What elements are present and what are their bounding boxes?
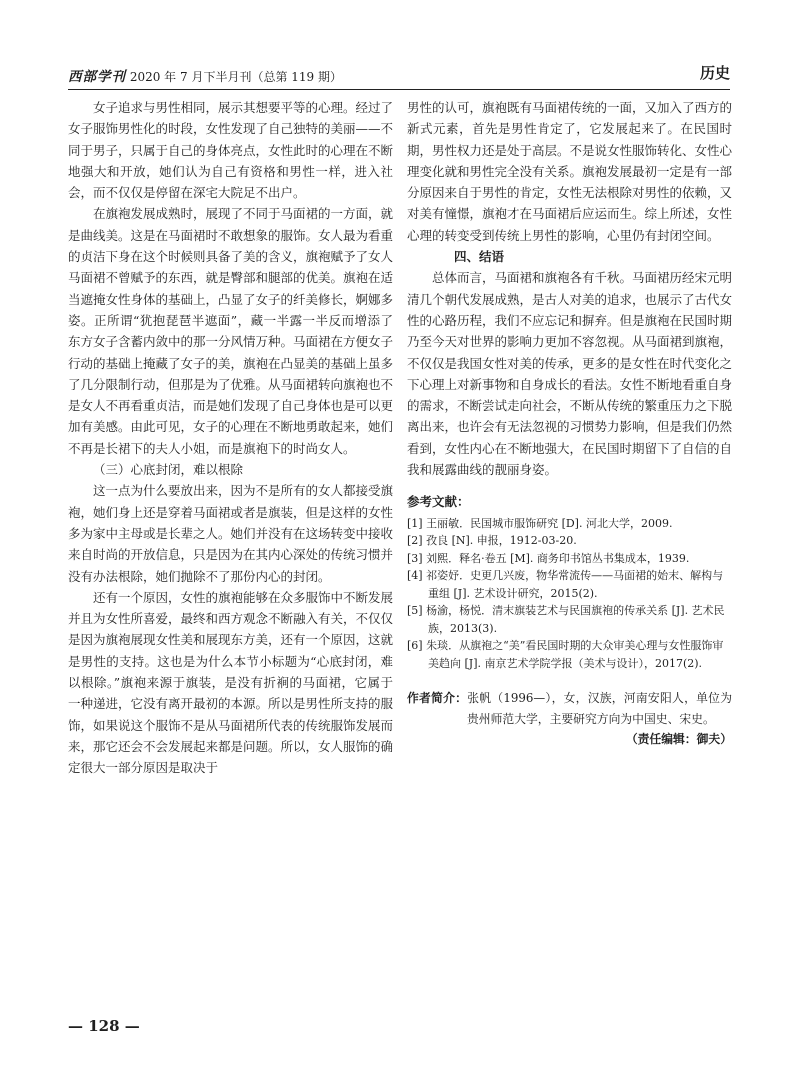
right-column (407, 97, 732, 748)
paragraph: 这一点为什么要放出来，因为不是所有的女人都接受旗袍，她们身上还是穿着马面裙或者是旗装，但是这样的女性多为家中主母或是长辈之人。她们并没有在这场转变中接收来自时尚的开放信息，只是因为在其内心深处的传统习惯并没有办法根除，她们抛除不了那份内心的封闭。 (68, 483, 394, 584)
references-title: 参考文献： (407, 494, 470, 510)
author-text: 张帆（1996—），女，汉族，河南安阳人，单位为贵州师范大学，主要研究方向为中国史、宋史。 (467, 691, 732, 727)
reference-item: [2] 孜良 [N]. 申报，1912-03-20. (407, 534, 577, 548)
journal-logo: 西部学刊 (68, 69, 126, 85)
reference-item: [6] 朱琰．从旗袍之“美”看民国时期的大众审美心理与女性服饰审美趋向 [J]. 南京艺术学院学报（美术与设计），2017(2). (407, 639, 724, 670)
paragraph: 男性的认可，旗袍既有马面裙传统的一面，又加入了西方的新式元素，首先是男性肯定了，它发展起来了。在民国时期，男性权力还是处于高层。不是说女性服饰转化、女性心理变化就和男性完全没有关系。旗袍发展最初一定是有一部分原因来自于男性的肯定，女性无法根除对男性的依赖，又对美有憧憬，旗袍才在马面裙后应运而生。综上所述，女性心理的转变受到传统上男性的影响，心里仍有封闭空间。 (407, 100, 733, 243)
reference-list (407, 515, 732, 673)
subsection-heading: （三）心底封闭，难以根除 (93, 462, 244, 478)
paragraph: 还有一个原因，女性的旗袍能够在众多服饰中不断发展并且为女性所喜爱，最终和西方观念不断融入有关，不仅仅是因为旗袍展现女性美和展现东方美，还有一个原因，这就是男性的支持。这也是为什么本节小标题为“心底封闭，难以根除。”旗袍来源于旗装，是没有折裥的马面裙，它属于一种递进，它没有离开最初的本源。所以是男性所支持的服饰，如果说这个服饰不是从马面裙所代表的传统服饰发展而来，那它还会不会发展起来都是问题。所以，女人服饰的确定很大一部分原因是取决于 (68, 589, 394, 776)
page-number: — 128 — (68, 1017, 140, 1035)
section-heading: 四、结语 (454, 249, 505, 265)
reference-item: [4] 祁姿妤．史更几兴废，物华常流传——马面裙的始末、解构与重组 [J]. 艺术设计研究，2015(2). (407, 569, 724, 600)
editor-credit: （责任编辑：御夫） (625, 732, 732, 747)
reference-item: [5] 杨渝，杨悦．清末旗装艺术与民国旗袍的传承关系 [J]. 艺术民族，2013(3). (407, 604, 725, 635)
reference-item: [3] 刘熙．释名·卷五 [M]. 商务印书馆丛书集成本，1939. (407, 551, 690, 565)
paragraph: 总体而言，马面裙和旗袍各有千秋。马面裙历经宋元明清几个朝代发展成熟，是古人对美的追求，也展示了古代女性的心路历程，我们不应忘记和摒弃。但是旗袍在民国时期乃至今天对世界的影响力更加不容忽视。从马面裙到旗袍，不仅仅是我国女性对美的传承，更多的是女性在时代变化之下心理上对新事物和自身成长的看法。女性不断地看重自身的需求，不断尝试走向社会，不断从传统的繁重压力之下脱离出来，也许会有无法忽视的习惯势力影响，但是我们仍然看到，女性内心在不断地强大，在民国时期留下了自信的自我和展露曲线的靓丽身姿。 (407, 270, 733, 478)
issue-info: 2020 年 7 月下半月刊（总第 119 期） (129, 70, 342, 84)
paragraph: 女子追求与男性相同，展示其想要平等的心理。经过了女子服饰男性化的时段，女性发现了自己独特的美丽——不同于男子，只属于自己的身体亮点，女性此时的心理在不断地强大和开放，她们认为自己有资格和男性一样，进入社会，而不仅仅是停留在深宅大院足不出户。 (68, 100, 394, 201)
section-label: 历史 (699, 64, 730, 82)
reference-item: [1] 王丽敏．民国城市服饰研究 [D]. 河北大学，2009. (407, 516, 673, 530)
left-column (68, 97, 393, 779)
paragraph: 在旗袍发展成熟时，展现了不同于马面裙的一方面，就是曲线美。这是在马面裙时不敢想象的服饰。女人最为看重的贞洁下身在这个时候则具备了美的含义，旗袍赋予了女人马面裙不曾赋予的东西，就是臀部和腿部的优美。旗袍在适当遮掩女性身体的基础上，凸显了女子的纤美修长，婀娜多姿。正所谓“犹抱琵琶半遮面”，藏一半露一半反而增添了东方女子含蓄内敛中的那一分风情万种。马面裙在方便女子行动的基础上掩藏了女子的美，旗袍在凸显美的基础上虽多了几分限制行动，但那是为了优雅。从马面裙转向旗袍也不是女人不再看重贞洁，而是她们发现了自己身体也是可以更加有美感。由此可见，女子的心理在不断地勇敢起来，她们不再是长裙下的夫人小姐，而是旗袍下的时尚女人。 (68, 206, 394, 456)
author-bio (407, 688, 732, 730)
header-journal (68, 65, 342, 85)
running-header (68, 59, 730, 90)
author-label: 作者简介： (407, 691, 468, 706)
